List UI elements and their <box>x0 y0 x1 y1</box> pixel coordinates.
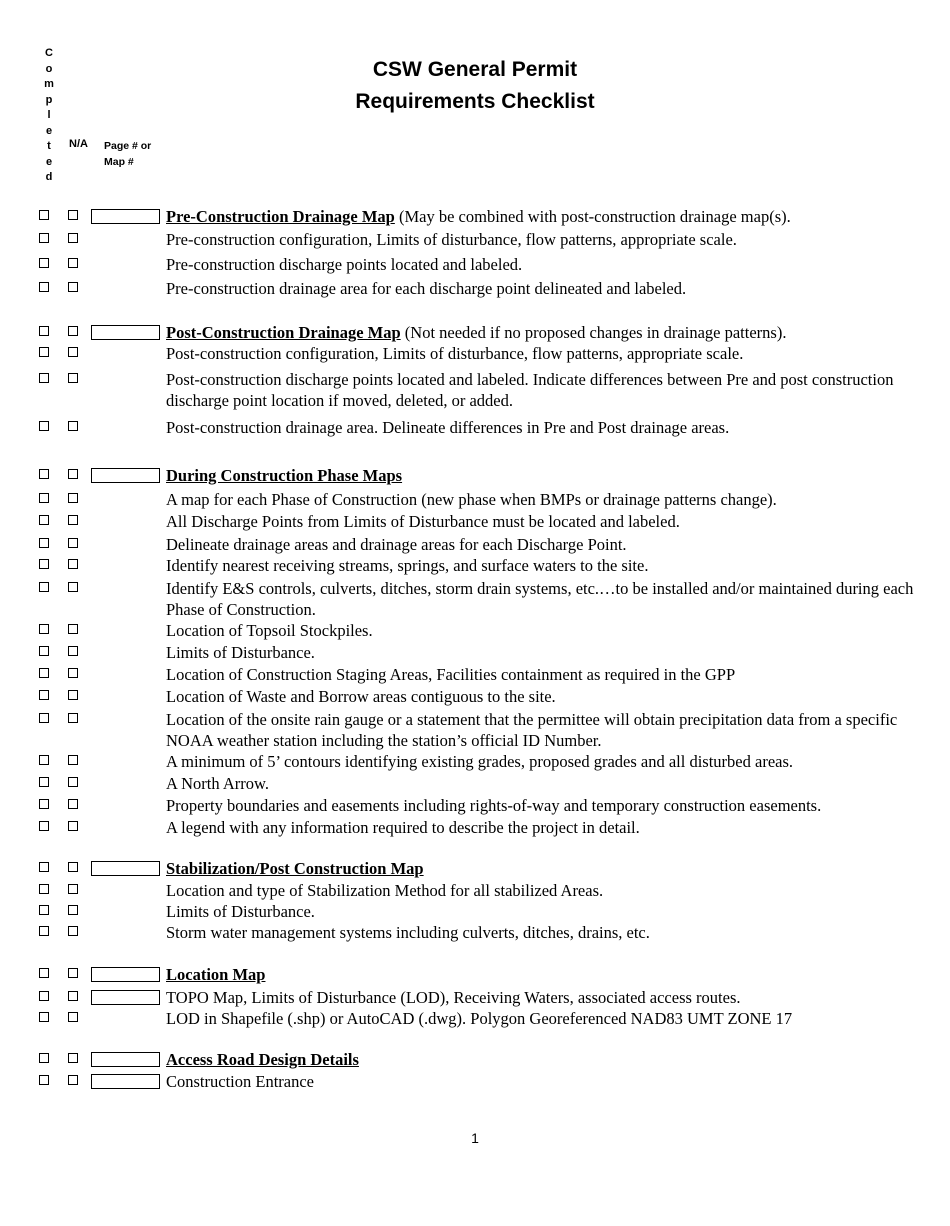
completed-checkbox[interactable] <box>39 493 49 503</box>
na-checkbox[interactable] <box>68 559 78 569</box>
na-checkbox[interactable] <box>68 421 78 431</box>
completed-checkbox[interactable] <box>39 668 49 678</box>
completed-checkbox[interactable] <box>39 282 49 292</box>
checklist-item-text: Identify E&S controls, culverts, ditches, storm drain systems, etc.…to be installed and/or maintained during each Phase of Construction. <box>166 579 914 619</box>
completed-checkbox[interactable] <box>39 777 49 787</box>
na-checkbox[interactable] <box>68 624 78 634</box>
checklist-item-text: Limits of Disturbance. <box>166 902 315 921</box>
completed-checkbox[interactable] <box>39 326 49 336</box>
checklist-item-text: Post-construction configuration, Limits of disturbance, flow patterns, appropriate scale. <box>166 344 744 363</box>
section-heading <box>166 206 791 227</box>
na-checkbox[interactable] <box>68 713 78 723</box>
na-checkbox[interactable] <box>68 991 78 1001</box>
section-title: During Construction Phase Maps <box>166 466 403 485</box>
na-checkbox[interactable] <box>68 282 78 292</box>
na-checkbox[interactable] <box>68 690 78 700</box>
checklist-item-text: Limits of Disturbance. <box>166 643 315 662</box>
completed-checkbox[interactable] <box>39 646 49 656</box>
section-title: Stabilization/Post Construction Map <box>166 859 424 878</box>
completed-checkbox[interactable] <box>39 515 49 525</box>
checklist-item-text: Post-construction discharge points located and labeled. Indicate differences between Pre and post construction discharge point location if moved, deleted, or added. <box>166 370 894 410</box>
na-checkbox[interactable] <box>68 210 78 220</box>
checklist-item-text: A map for each Phase of Construction (new phase when BMPs or drainage patterns change). <box>166 490 777 509</box>
page-subtitle: Requirements Checklist <box>355 90 595 113</box>
page-number-input[interactable] <box>91 209 160 224</box>
checklist-item-text: A North Arrow. <box>166 774 269 793</box>
completed-checkbox[interactable] <box>39 862 49 872</box>
completed-checkbox[interactable] <box>39 1075 49 1085</box>
completed-checkbox[interactable] <box>39 884 49 894</box>
page-number-input[interactable] <box>91 1074 160 1089</box>
checklist-item-text: TOPO Map, Limits of Disturbance (LOD), Receiving Waters, associated access routes. <box>166 988 741 1007</box>
na-checkbox[interactable] <box>68 582 78 592</box>
na-checkbox[interactable] <box>68 668 78 678</box>
completed-checkbox[interactable] <box>39 559 49 569</box>
na-checkbox[interactable] <box>68 493 78 503</box>
na-checkbox[interactable] <box>68 968 78 978</box>
na-checkbox[interactable] <box>68 258 78 268</box>
checklist-item-text: A legend with any information required to describe the project in detail. <box>166 818 640 837</box>
na-checkbox[interactable] <box>68 373 78 383</box>
na-checkbox[interactable] <box>68 905 78 915</box>
na-checkbox[interactable] <box>68 538 78 548</box>
completed-checkbox[interactable] <box>39 258 49 268</box>
completed-checkbox[interactable] <box>39 538 49 548</box>
page-number-input[interactable] <box>91 1052 160 1067</box>
checklist-item-text: Pre-construction configuration, Limits of disturbance, flow patterns, appropriate scale. <box>166 230 737 249</box>
checklist-item-text: Pre-construction drainage area for each discharge point delineated and labeled. <box>166 279 687 298</box>
na-checkbox[interactable] <box>68 326 78 336</box>
checklist-item-text: LOD in Shapefile (.shp) or AutoCAD (.dwg). Polygon Georeferenced NAD83 UMT ZONE 17 <box>166 1009 793 1028</box>
na-checkbox[interactable] <box>68 777 78 787</box>
checklist-item-text: All Discharge Points from Limits of Disturbance must be located and labeled. <box>166 512 680 531</box>
checklist-item-text: Location of Construction Staging Areas, Facilities containment as required in the GPP <box>166 665 736 684</box>
checklist-item-text: Location of Waste and Borrow areas contiguous to the site. <box>166 687 556 706</box>
na-checkbox[interactable] <box>68 821 78 831</box>
checklist-item-text: Delineate drainage areas and drainage areas for each Discharge Point. <box>166 535 627 554</box>
na-checkbox[interactable] <box>68 926 78 936</box>
page-number-input[interactable] <box>91 861 160 876</box>
completed-checkbox[interactable] <box>39 905 49 915</box>
na-checkbox[interactable] <box>68 233 78 243</box>
checklist-item-text: Post-construction drainage area. Delineate differences in Pre and Post drainage areas. <box>166 418 730 437</box>
page-title: CSW General Permit <box>372 58 578 81</box>
checklist-item-text: Location of Topsoil Stockpiles. <box>166 621 373 640</box>
page-number: 1 <box>471 1130 479 1146</box>
completed-checkbox[interactable] <box>39 624 49 634</box>
na-checkbox[interactable] <box>68 884 78 894</box>
page-number-input[interactable] <box>91 325 160 340</box>
na-checkbox[interactable] <box>68 1053 78 1063</box>
completed-checkbox[interactable] <box>39 926 49 936</box>
section-heading <box>166 858 424 879</box>
completed-checkbox[interactable] <box>39 690 49 700</box>
checklist-item-text: Pre-construction discharge points located and labeled. <box>166 255 523 274</box>
page-number-input[interactable] <box>91 990 160 1005</box>
completed-checkbox[interactable] <box>39 469 49 479</box>
completed-checkbox[interactable] <box>39 421 49 431</box>
section-heading <box>166 964 265 985</box>
section-title: Location Map <box>166 965 266 984</box>
checklist-item-text: Location of the onsite rain gauge or a statement that the permittee will obtain precipitation data from a specific NOAA weather station including the station’s official ID Number. <box>166 710 898 750</box>
checklist-item-text: A minimum of 5’ contours identifying existing grades, proposed grades and all disturbed areas. <box>166 752 794 771</box>
section-note: (Not needed if no proposed changes in drainage patterns). <box>400 323 787 342</box>
na-checkbox[interactable] <box>68 646 78 656</box>
completed-checkbox[interactable] <box>39 991 49 1001</box>
na-checkbox[interactable] <box>68 469 78 479</box>
section-title: Pre-Construction Drainage Map <box>166 207 395 226</box>
completed-checkbox[interactable] <box>39 799 49 809</box>
section-note: (May be combined with post-construction drainage map(s). <box>394 207 791 226</box>
completed-checkbox[interactable] <box>39 755 49 765</box>
checklist-item-text: Property boundaries and easements including rights-of-way and temporary construction easements. <box>166 796 822 815</box>
section-title: Access Road Design Details <box>166 1050 359 1069</box>
page-number-column-header: Page # or Map # <box>104 140 152 168</box>
na-checkbox[interactable] <box>68 1012 78 1022</box>
completed-checkbox[interactable] <box>39 1012 49 1022</box>
completed-checkbox[interactable] <box>39 1053 49 1063</box>
completed-checkbox[interactable] <box>39 233 49 243</box>
section-heading <box>166 465 402 486</box>
completed-checkbox[interactable] <box>39 821 49 831</box>
na-checkbox[interactable] <box>68 862 78 872</box>
section-title: Post-Construction Drainage Map <box>166 323 401 342</box>
completed-checkbox[interactable] <box>39 347 49 357</box>
na-checkbox[interactable] <box>68 755 78 765</box>
checklist-item-text: Storm water management systems including culverts, ditches, drains, etc. <box>166 923 650 942</box>
completed-column-header: C o m p l e t e d <box>44 47 54 183</box>
completed-checkbox[interactable] <box>39 968 49 978</box>
checklist-item-text: Location and type of Stabilization Method for all stabilized Areas. <box>166 881 604 900</box>
page-number-input[interactable] <box>91 468 160 483</box>
na-column-header: N/A <box>69 138 88 150</box>
completed-checkbox[interactable] <box>39 373 49 383</box>
section-heading <box>166 322 786 343</box>
completed-checkbox[interactable] <box>39 210 49 220</box>
na-checkbox[interactable] <box>68 347 78 357</box>
checklist-item-text: Identify nearest receiving streams, springs, and surface waters to the site. <box>166 556 649 575</box>
checklist-item-text: Construction Entrance <box>166 1072 315 1091</box>
na-checkbox[interactable] <box>68 515 78 525</box>
completed-checkbox[interactable] <box>39 713 49 723</box>
na-checkbox[interactable] <box>68 1075 78 1085</box>
na-checkbox[interactable] <box>68 799 78 809</box>
section-heading <box>166 1049 359 1070</box>
completed-checkbox[interactable] <box>39 582 49 592</box>
page-number-input[interactable] <box>91 967 160 982</box>
